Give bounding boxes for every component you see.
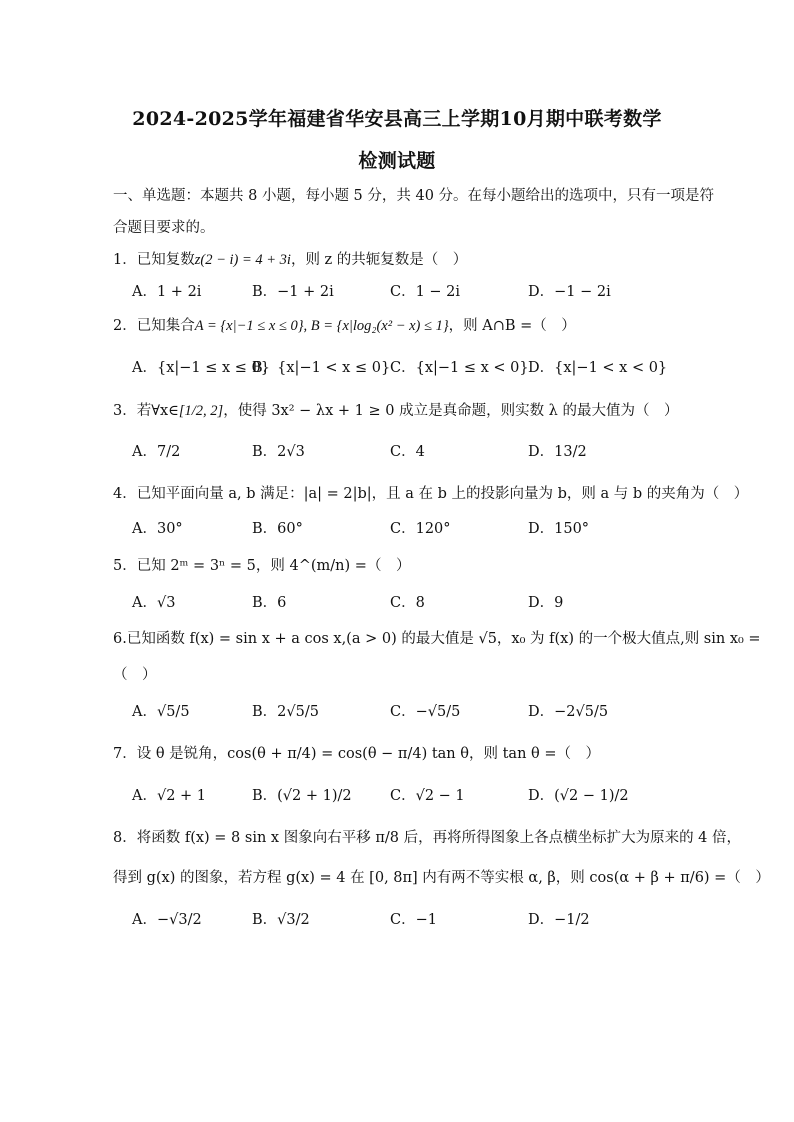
q2-suffix: ，则 A∩B =（ ）: [448, 318, 576, 334]
q7-option-c: C．√2 − 1: [390, 788, 465, 804]
q7-option-d: D．(√2 − 1)/2: [528, 788, 629, 804]
q5-option-b: B．6: [252, 595, 287, 611]
q5-option-a: A．√3: [132, 595, 176, 611]
q1-option-a: A．1 + 2i: [132, 284, 202, 300]
q4-option-c: C．120°: [390, 521, 451, 537]
question-3: [113, 399, 678, 420]
q2-option-c: C．{x|−1 ≤ x < 0}: [390, 360, 529, 376]
q1-option-d: D．−1 − 2i: [528, 284, 611, 300]
q7-option-b: B．(√2 + 1)/2: [252, 788, 352, 804]
q8-option-a: A．−√3/2: [132, 912, 202, 928]
q3-prefix: 3．若∀x∈: [113, 403, 179, 419]
q2-math: A = {x|−1 ≤ x ≤ 0}, B = {x|log₂(x² − x) ≤ 1}: [194, 318, 449, 334]
title-line-1: 2024-2025学年福建省华安县高三上学期10月期中联考数学: [132, 108, 662, 130]
q1-prefix: 1．已知复数: [113, 252, 195, 268]
question-4: 4．已知平面向量 a, b 满足：|a| = 2|b|，且 a 在 b 上的投影向量为 b，则 a 与 b 的夹角为（ ）: [113, 486, 749, 502]
q3-mid: ，使得 3x² − λx + 1 ≥ 0 成立是真命题，则实数 λ 的最大值为（ ）: [223, 403, 679, 419]
q2-prefix: 2．已知集合: [113, 318, 195, 334]
title-line-2: 检测试题: [358, 150, 436, 172]
question-8-cont: 得到 g(x) 的图象，若方程 g(x) = 4 在 [0, 8π] 内有两不等实根 α, β，则 cos(α + β + π/6) =（ ）: [113, 870, 770, 886]
q5-option-d: D．9: [528, 595, 564, 611]
question-8: 8．将函数 f(x) = 8 sin x 图象向右平移 π/8 后，再将所得图象上各点横坐标扩大为原来的 4 倍，: [113, 830, 742, 846]
q3-option-b: B．2√3: [252, 444, 305, 460]
q8-option-b: B．√3/2: [252, 912, 310, 928]
q3-interval: [1/2, 2]: [178, 403, 224, 419]
question-1: [113, 248, 467, 269]
q4-option-d: D．150°: [528, 521, 590, 537]
q8-option-d: D．−1/2: [528, 912, 590, 928]
q7-option-a: A．√2 + 1: [132, 788, 207, 804]
section-heading-cont: 合题目要求的。: [113, 220, 215, 236]
q8-option-c: C．−1: [390, 912, 437, 928]
q6-option-a: A．√5/5: [132, 704, 190, 720]
q1-suffix: ，则 z 的共轭复数是（ ）: [290, 252, 468, 268]
question-7: 7．设 θ 是锐角，cos(θ + π/4) = cos(θ − π/4) tan θ，则 tan θ =（ ）: [113, 746, 601, 762]
q6-option-d: D．−2√5/5: [528, 704, 609, 720]
q4-option-b: B．60°: [252, 521, 303, 537]
q3-option-d: D．13/2: [528, 444, 587, 460]
q6-option-b: B．2√5/5: [252, 704, 319, 720]
q3-option-c: C．4: [390, 444, 425, 460]
q2-option-d: D．{x|−1 < x < 0}: [528, 360, 668, 376]
section-heading: 一、单选题：本题共 8 小题，每小题 5 分，共 40 分。在每小题给出的选项中，只有一项是符: [113, 188, 715, 204]
question-6-cont: （ ）: [113, 667, 157, 683]
q6-option-c: C．−√5/5: [390, 704, 461, 720]
q2-option-b: B．{x|−1 < x ≤ 0}: [252, 360, 391, 376]
q5-option-c: C．8: [390, 595, 425, 611]
question-6: 6.已知函数 f(x) = sin x + a cos x,(a > 0) 的最大值是 √5，x₀ 为 f(x) 的一个极大值点,则 sin x₀ =: [113, 631, 761, 647]
q2-option-a: A．{x|−1 ≤ x ≤ 0}: [132, 360, 270, 376]
q4-option-a: A．30°: [132, 521, 183, 537]
q3-option-a: A．7/2: [132, 444, 181, 460]
q1-math: z(2 − i) = 4 + 3i: [194, 252, 291, 268]
question-5: 5．已知 2ᵐ = 3ⁿ = 5，则 4^(m/n) =（ ）: [113, 558, 411, 574]
question-2: [113, 314, 576, 335]
q1-option-c: C．1 − 2i: [390, 284, 461, 300]
q1-option-b: B．−1 + 2i: [252, 284, 334, 300]
